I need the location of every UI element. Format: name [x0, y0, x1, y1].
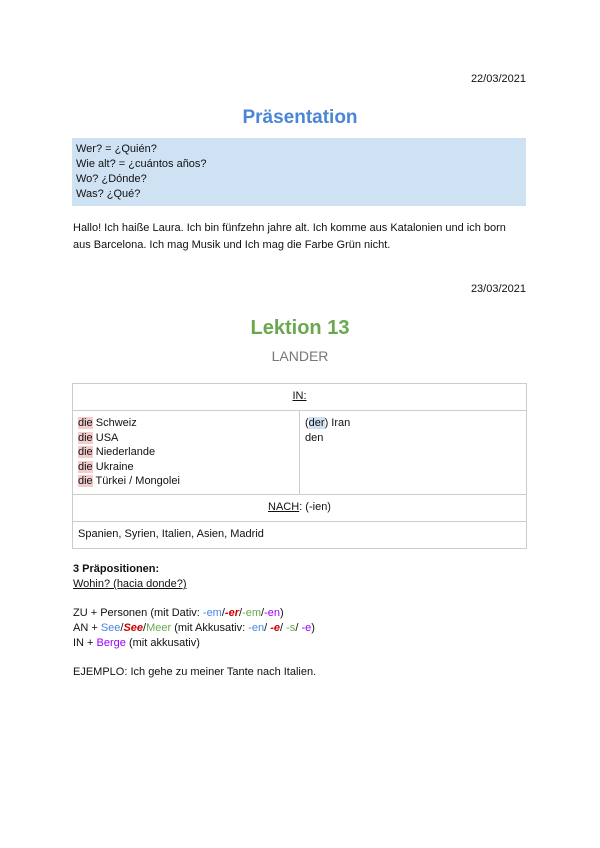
- wohin-question: Wohin? (hacia donde?): [73, 578, 187, 590]
- subtitle-lander: LANDER: [271, 348, 329, 364]
- title-praesentation: Präsentation: [242, 107, 358, 128]
- article-die: die: [78, 460, 93, 473]
- in-header-cell: [73, 384, 527, 411]
- left-countries-cell: [73, 411, 300, 495]
- country-row: die Türkei / Mongolei: [78, 475, 180, 487]
- right-countries-cell: [300, 411, 527, 495]
- in-line: IN + Berge (mit akkusativ): [73, 637, 200, 649]
- question-4: Was? ¿Qué?: [76, 188, 141, 200]
- questions-box: [72, 138, 526, 206]
- intro-paragraph: Hallo! Ich haiße Laura. Ich bin fünfzehn jahre alt. Ich komme aus Katalonien und ich born aus Barcelona. Ich mag Musik und Ich mag die Farbe Grün nicht.: [73, 222, 506, 251]
- example-sentence: EJEMPLO: Ich gehe zu meiner Tante nach Italien.: [73, 666, 317, 678]
- title-lektion: Lektion 13: [250, 317, 350, 339]
- in-header: IN:: [292, 390, 307, 402]
- question-1: Wer? = ¿Quién?: [76, 143, 157, 155]
- question-2: Wie alt? = ¿cuántos años?: [76, 158, 207, 170]
- article-die: die: [78, 446, 93, 458]
- country-row: die Ukraine: [78, 460, 134, 473]
- question-3: Wo? ¿Dónde?: [76, 173, 147, 185]
- preposition-rules: [73, 606, 315, 651]
- zu-line: ZU + Personen (mit Dativ: -em/-er/-em/-en): [73, 607, 284, 619]
- country-row: die USA: [78, 431, 119, 444]
- article-die: die: [78, 431, 93, 444]
- lander-table: [72, 383, 527, 549]
- nach-countries-cell: Spanien, Syrien, Italien, Asien, Madrid: [73, 522, 527, 549]
- article-die: die: [78, 417, 93, 429]
- prepositions-title: 3 Präpositionen:: [73, 563, 160, 575]
- article-den: den: [305, 431, 324, 444]
- country-row-iran: (der) Iran: [305, 417, 351, 429]
- country-row: die Schweiz: [78, 417, 137, 429]
- nach-header: NACH: [268, 501, 300, 513]
- date-2: 23/03/2021: [470, 283, 526, 295]
- an-line: AN + See/See/Meer (mit Akkusativ: -en/ -e/ -s/ -e): [73, 622, 315, 634]
- nach-header-cell: NACH: (-ien): [73, 495, 527, 522]
- article-die: die: [78, 475, 93, 487]
- prepositions-section: [73, 562, 187, 592]
- date-1: 22/03/2021: [470, 73, 526, 85]
- country-row: die Niederlande: [78, 446, 156, 458]
- article-der: der: [308, 417, 325, 429]
